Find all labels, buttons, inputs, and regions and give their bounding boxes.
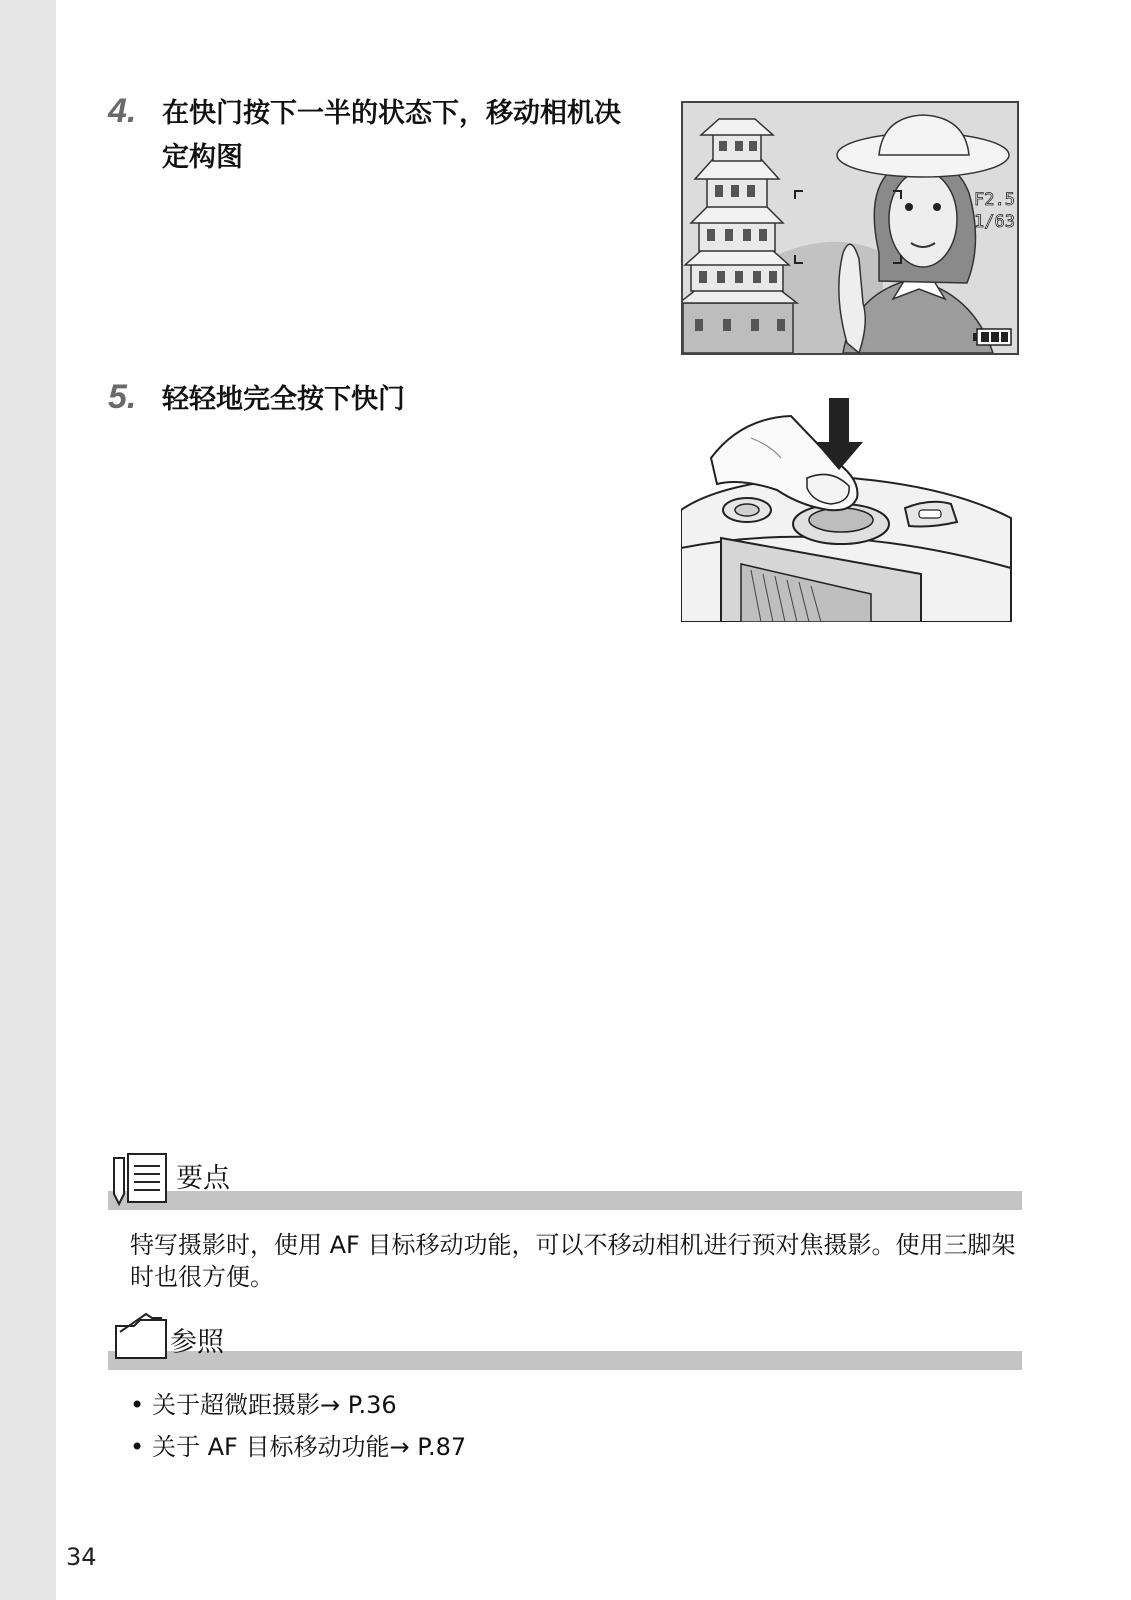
shutter-readout: 1/63 xyxy=(974,212,1015,232)
reference-title: 参照 xyxy=(170,1327,224,1358)
step-number: 4. xyxy=(108,92,137,130)
step-number: 5. xyxy=(108,378,137,416)
page-number: 34 xyxy=(66,1543,97,1571)
folder-icon xyxy=(112,1310,170,1368)
step-text: 在快门按下一半的状态下，移动相机决定构图 xyxy=(162,98,621,173)
reference-list xyxy=(130,1384,466,1468)
note-header-bar xyxy=(108,1191,1022,1210)
shutter-press-illustration xyxy=(681,398,1019,622)
step-text: 轻轻地完全按下快门 xyxy=(162,384,405,415)
memo-icon xyxy=(112,1150,170,1210)
battery-icon xyxy=(973,329,1011,345)
note-header xyxy=(108,1150,1022,1210)
reference-header xyxy=(108,1310,1022,1370)
side-margin-strip xyxy=(0,0,56,1600)
reference-item[interactable]: • 关于超微距摄影→ P.36 xyxy=(130,1391,397,1419)
lcd-preview-image xyxy=(681,101,1019,355)
note-body: 特写摄影时，使用 AF 目标移动功能，可以不移动相机进行预对焦摄影。使用三脚架时也很方便。 xyxy=(130,1231,1016,1291)
note-title: 要点 xyxy=(176,1163,230,1194)
reference-header-bar xyxy=(108,1351,1022,1370)
reference-item[interactable]: • 关于 AF 目标移动功能→ P.87 xyxy=(130,1433,467,1461)
aperture-readout: F2.5 xyxy=(974,190,1015,210)
